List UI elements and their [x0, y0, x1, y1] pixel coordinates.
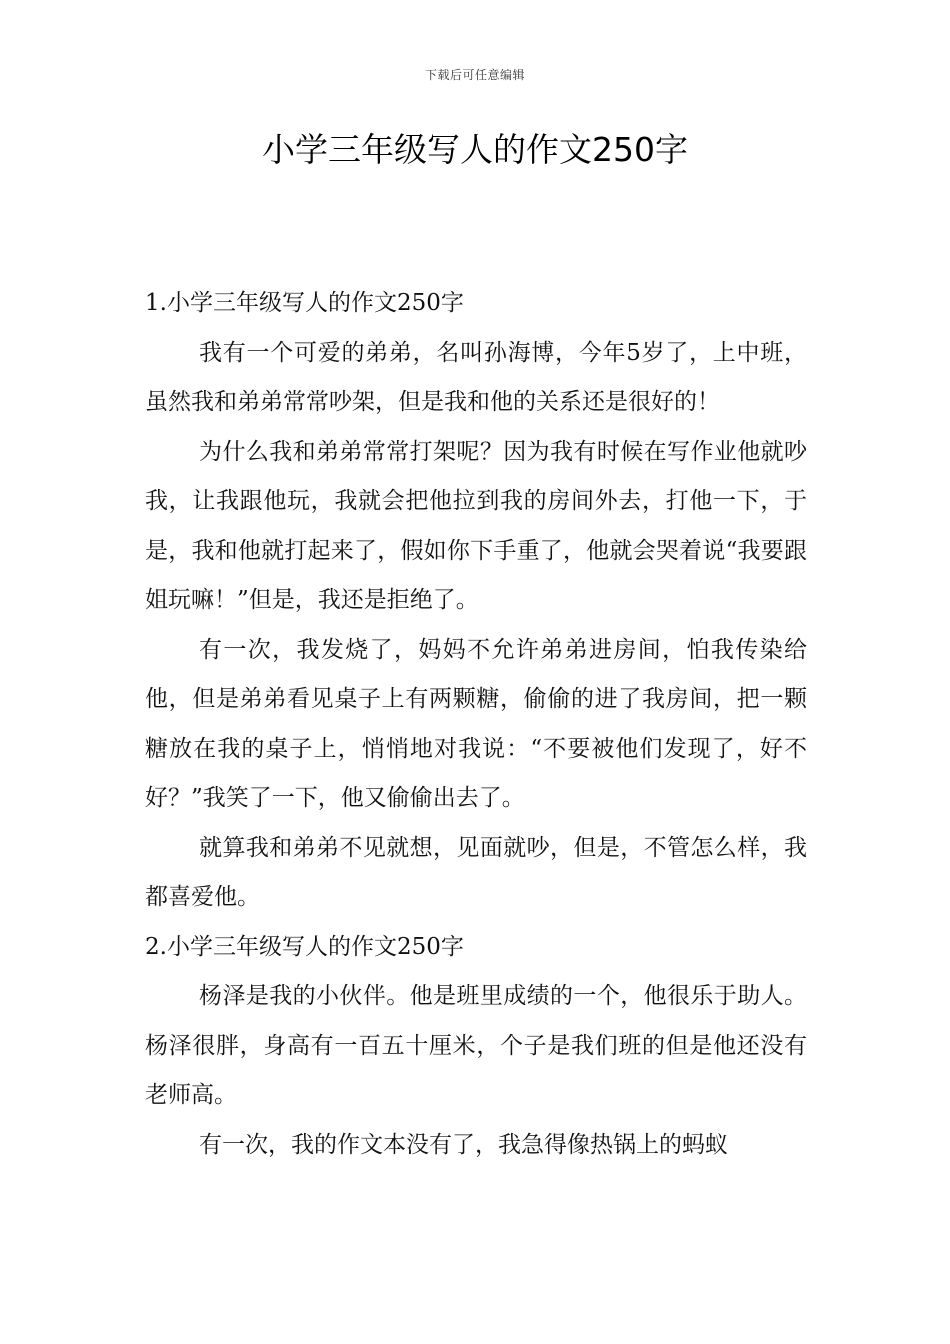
paragraph: 就算我和弟弟不见就想，见面就吵，但是，不管怎么样，我都喜爱他。 [145, 834, 807, 910]
paragraph: 有一次，我的作文本没有了，我急得像热锅上的蚂蚁 [199, 1131, 729, 1158]
paragraph: 我有一个可爱的弟弟，名叫孙海博，今年5岁了，上中班，虽然我和弟弟常常吵架，但是我和他的关系还是很好的！ [145, 339, 807, 415]
paragraph: 杨泽是我的小伙伴。他是班里成绩的一个，他很乐于助人。杨泽很胖，身高有一百五十厘米，个子是我们班的但是他还没有老师高。 [145, 983, 807, 1108]
section-heading: 2.小学三年级写人的作文250字 [145, 933, 464, 960]
paragraph: 为什么我和弟弟常常打架呢？因为我有时候在写作业他就吵我，让我跟他玩，我就会把他拉到我的房间外去，打他一下，于是，我和他就打起来了，假如你下手重了，他就会哭着说“我要跟姐玩嘛！”但是，我还是拒绝了。 [145, 438, 807, 613]
paragraph: 有一次，我发烧了，妈妈不允许弟弟进房间，怕我传染给他，但是弟弟看见桌子上有两颗糖，偷偷的进了我房间，把一颗糖放在我的桌子上，悄悄地对我说：“不要被他们发现了，好不好？”我笑了一下，他又偷偷出去了。 [145, 636, 807, 811]
document-title: 小学三年级写人的作文250字 [262, 130, 688, 169]
header-note: 下载后可任意编辑 [424, 68, 525, 82]
document-body [145, 279, 807, 1170]
section-heading: 1.小学三年级写人的作文250字 [145, 290, 464, 316]
